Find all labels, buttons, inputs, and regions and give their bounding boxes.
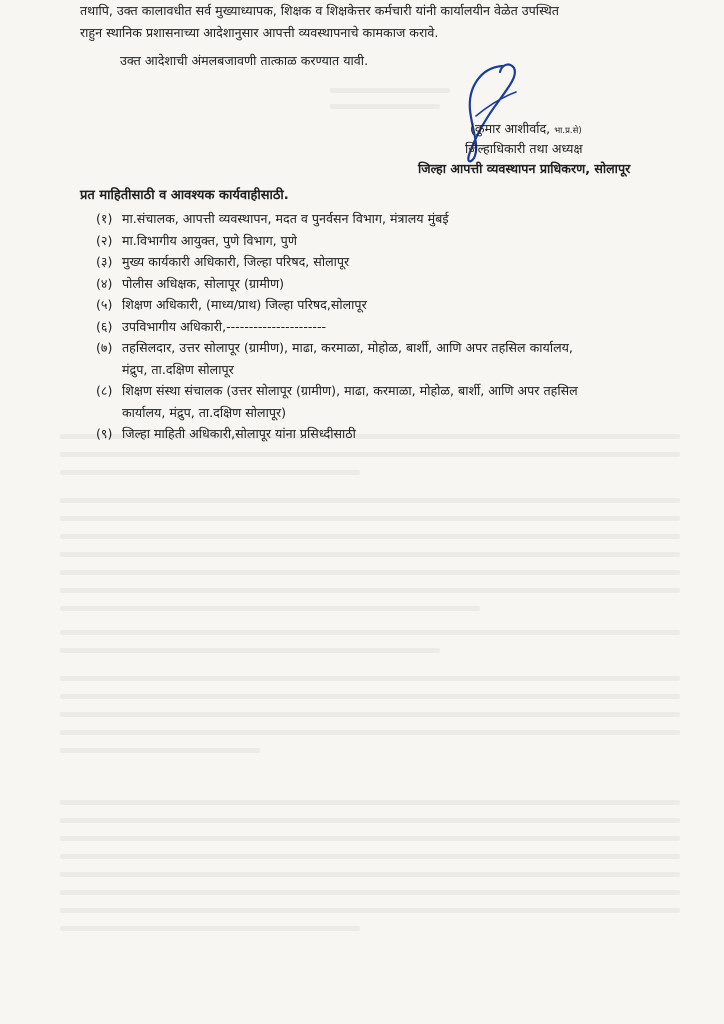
item-number: (८)	[96, 383, 113, 398]
signatory-name: (कुमार आशीर्वाद,	[470, 121, 551, 136]
list-item	[96, 273, 578, 295]
item-text: शिक्षण संस्था संचालक (उत्तर सोलापूर (ग्रामीण), माढा, करमाळा, मोहोळ, बार्शी, आणि अपर तहसिल	[122, 383, 578, 398]
item-text: पोलीस अधिक्षक, सोलापूर (ग्रामीण)	[122, 275, 285, 291]
item-number: (६)	[96, 318, 113, 334]
item-text: उपविभागीय अधिकारी,----------------------	[122, 318, 327, 334]
item-text: जिल्हा माहिती अधिकारी,सोलापूर यांना प्रसिध्दीसाठी	[122, 426, 356, 441]
body-paragraph-line: राहुन स्थानिक प्रशासनाच्या आदेशानुसार आपत्ती व्यवस्थापनाचे कामकाज करावे.	[80, 25, 439, 40]
signatory-service: भा.प्र.से)	[554, 126, 582, 136]
copy-to-heading: प्रत माहितीसाठी व आवश्यक कार्यवाहीसाठी.	[80, 188, 289, 203]
list-item	[96, 251, 578, 273]
list-item	[96, 423, 578, 445]
item-text: मा.विभागीय आयुक्त, पुणे विभाग, पुणे	[122, 232, 297, 248]
item-text-continuation: मंद्रुप, ता.दक्षिण सोलापूर	[122, 361, 234, 377]
item-number: (५)	[96, 297, 113, 312]
list-item	[96, 208, 578, 230]
list-item	[96, 380, 578, 423]
item-number: (४)	[96, 275, 113, 291]
item-text: शिक्षण अधिकारी, (माध्य/प्राथ) जिल्हा परिषद,सोलापूर	[122, 297, 367, 312]
body-paragraph-line: तथापि, उक्त कालावधीत सर्व मुख्याध्यापक, शिक्षक व शिक्षकेत्तर कर्मचारी यांनी कार्यालयीन वेळेत उपस्थित	[80, 3, 559, 18]
item-number: (१)	[96, 211, 113, 226]
item-number: (३)	[96, 254, 113, 269]
signatory-name-line	[470, 120, 582, 140]
list-item	[96, 316, 578, 338]
signatory-title: जिल्हाधिकारी तथा अध्यक्ष	[465, 141, 583, 156]
signatory-authority: जिल्हा आपत्ती व्यवस्थापन प्राधिकरण, सोलापूर	[418, 161, 631, 176]
item-number: (९)	[96, 426, 113, 441]
implementation-directive: उक्त आदेशाची अंमलबजावणी तात्काळ करण्यात यावी.	[120, 53, 369, 68]
item-text: मुख्य कार्यकारी अधिकारी, जिल्हा परिषद, सोलापूर	[122, 254, 350, 269]
item-text-continuation: कार्यालय, मंद्रुप, ता.दक्षिण सोलापूर)	[122, 404, 287, 420]
item-text: मा.संचालक, आपत्ती व्यवस्थापन, मदत व पुनर्वसन विभाग, मंत्रालय मुंबई	[122, 211, 449, 226]
list-item	[96, 294, 578, 316]
item-text: तहसिलदार, उत्तर सोलापूर (ग्रामीण), माढा, करमाळा, मोहोळ, बार्शी, आणि अपर तहसिल कार्यालय,	[122, 340, 573, 355]
recipient-list	[96, 208, 578, 445]
item-number: (७)	[96, 340, 113, 355]
list-item	[96, 230, 578, 252]
item-number: (२)	[96, 232, 113, 248]
list-item	[96, 337, 578, 380]
